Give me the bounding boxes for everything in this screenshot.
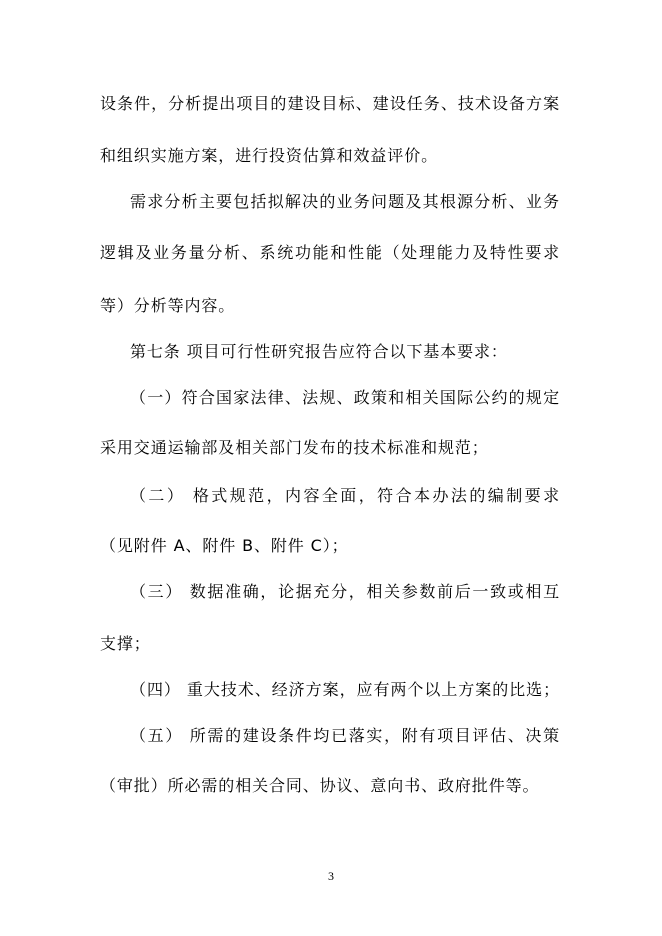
- text-line: 支撑；: [100, 634, 151, 653]
- text-line: 等）分析等内容。: [100, 296, 236, 315]
- list-item: （四） 重大技术、经济方案，应有两个以上方案的比选；: [130, 680, 560, 699]
- text-line: （见附件 A、附件 B、附件 C）；: [100, 536, 349, 555]
- text-line: 和组织实施方案，进行投资估算和效益评价。: [100, 146, 439, 165]
- text-line: （审批）所必需的相关合同、协议、意向书、政府批件等。: [100, 776, 540, 795]
- text-line: 采用交通运输部及相关部门发布的技术标准和规范；: [100, 438, 489, 457]
- list-item: （一）符合国家法律、法规、政策和相关国际公约的规定: [130, 388, 560, 407]
- list-item: （五） 所需的建设条件均已落实，附有项目评估、决策: [130, 726, 560, 745]
- list-item: （二） 格式规范，内容全面，符合本办法的编制要求: [130, 486, 560, 505]
- page-number: 3: [328, 869, 334, 883]
- article-heading: 第七条 项目可行性研究报告应符合以下基本要求：: [130, 342, 508, 361]
- text-line: 设条件，分析提出项目的建设目标、建设任务、技术设备方案: [100, 94, 560, 113]
- text-line: 需求分析主要包括拟解决的业务问题及其根源分析、业务: [130, 192, 560, 211]
- list-item: （三） 数据准确，论据充分，相关参数前后一致或相互: [130, 582, 560, 601]
- text-line: 逻辑及业务量分析、系统功能和性能（处理能力及特性要求: [100, 243, 560, 262]
